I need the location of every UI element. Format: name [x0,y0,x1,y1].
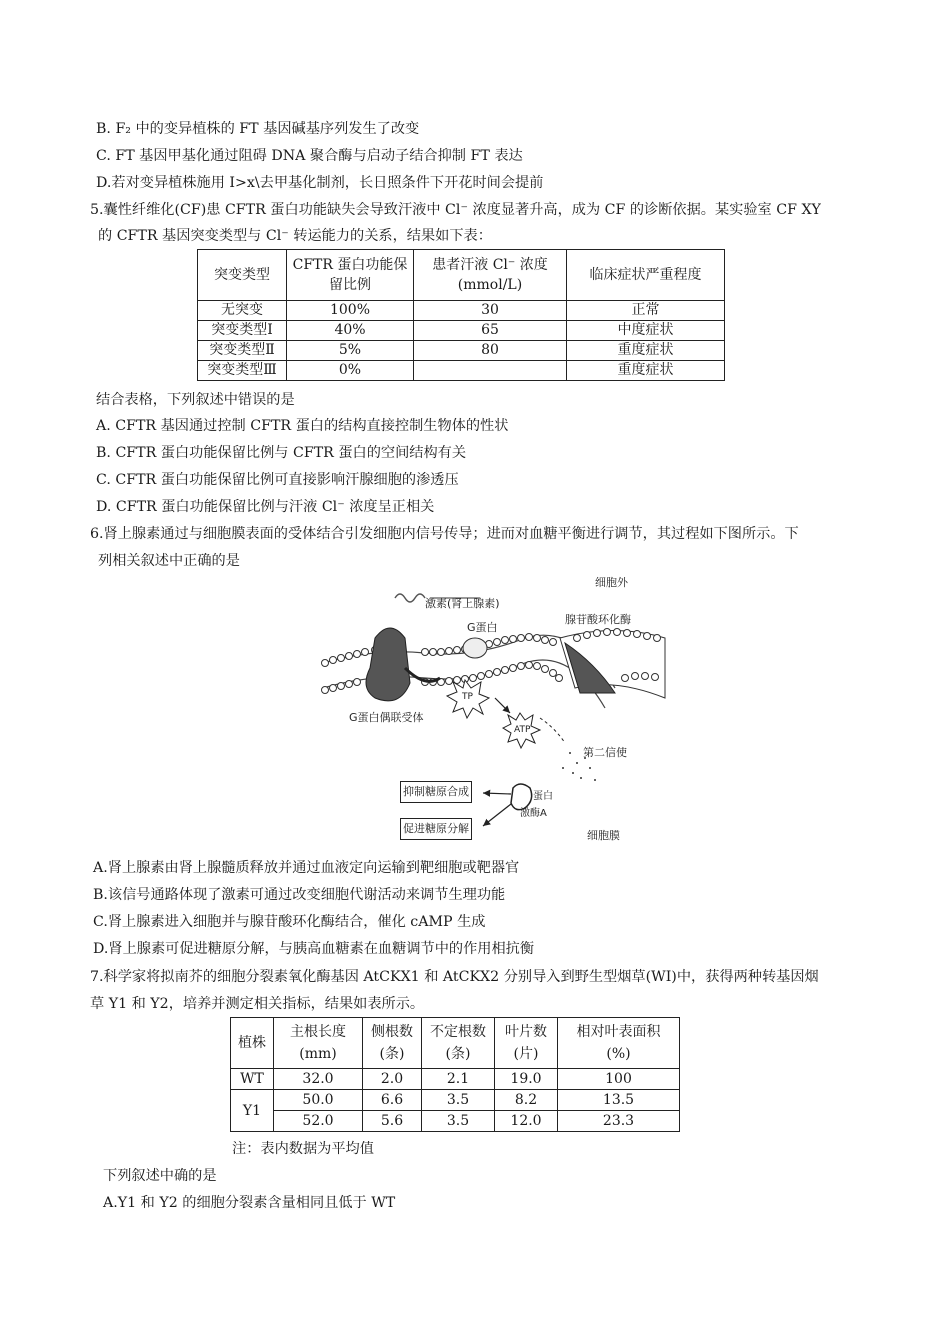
q7-th-root-length-name: 主根长度 [290,1024,346,1040]
q7-cell: 2.1 [422,1069,495,1090]
q5-stem-line2: 的 CFTR 基因突变类型与 Cl⁻ 转运能力的关系，结果如下表： [98,228,492,244]
q7-cell: 8.2 [495,1090,558,1111]
q5-table [197,249,725,381]
q5-cell: 突变类型Ⅰ [198,321,287,341]
q7-stem-line2: 草 Y1 和 Y2，培养并测定相关指标，结果如表所示。 [90,996,425,1012]
q7-table-note: 注：表内数据为平均值 [232,1141,374,1157]
signal-pathway-figure [315,568,675,848]
q7-th-leaves-name: 叶片数 [505,1024,547,1040]
q5-cell: 0% [287,361,414,381]
q7-cell: 5.6 [363,1111,422,1132]
q5-cell: 重度症状 [567,341,725,361]
q6-option-c: C.肾上腺素进入细胞并与腺苷酸环化酶结合，催化 cAMP 生成 [93,914,486,930]
table-row [231,1090,680,1111]
q6-option-b: B.该信号通路体现了激素可通过改变细胞代谢活动来调节生理功能 [93,887,506,903]
q7-prompt: 下列叙述中确的是 [103,1168,217,1184]
table-row [198,321,725,341]
q5-cell: 正常 [567,301,725,321]
q7-cell: 6.6 [363,1090,422,1111]
q7-cell: 12.0 [495,1111,558,1132]
table-row [198,301,725,321]
box-promote-glycogen-breakdown: 促进糖原分解 [400,818,472,840]
q7-cell: WT [231,1069,274,1090]
q5-th-severity: 临床症状严重程度 [567,250,725,301]
q7-table [230,1017,680,1132]
q5-cell: 30 [414,301,567,321]
label-tp: TP [462,692,473,702]
q5-cell: 突变类型Ⅲ [198,361,287,381]
q7-th-adventitious-roots-unit: (条) [445,1046,471,1062]
label-g-protein: G蛋白 [467,621,498,634]
q7-cell: 32.0 [274,1069,363,1090]
q7-th-lateral-roots-name: 侧根数 [371,1024,413,1040]
q5-option-a: A. CFTR 基因通过控制 CFTR 蛋白的结构直接控制生物体的性状 [96,418,509,434]
q7-th-leaf-area [558,1018,680,1069]
q5-cell: 5% [287,341,414,361]
q6-option-d: D.肾上腺素可促进糖原分解，与胰高血糖素在血糖调节中的作用相抗衡 [93,941,535,957]
q7-cell: 2.0 [363,1069,422,1090]
q7-cell: 52.0 [274,1111,363,1132]
q7-th-leaves-unit: (片) [513,1046,539,1062]
label-cyclase: 腺苷酸环化酶 [565,613,631,626]
q5-cell: 80 [414,341,567,361]
label-receptor: G蛋白偶联受体 [349,711,424,724]
box-inhibit-glycogen-synthesis: 抑制糖原合成 [400,781,472,803]
q7-cell: Y1 [231,1090,274,1132]
q7-cell: 23.3 [558,1111,680,1132]
q5-option-d: D. CFTR 蛋白功能保留比例与汗液 Cl⁻ 浓度呈正相关 [96,499,435,515]
q4-option-c: C. FT 基因甲基化通过阻碍 DNA 聚合酶与启动子结合抑制 FT 表达 [96,148,523,164]
q5-option-b: B. CFTR 蛋白功能保留比例与 CFTR 蛋白的空间结构有关 [96,445,467,461]
q7-cell: 3.5 [422,1090,495,1111]
label-kinase-line2: 激酶A [520,808,547,819]
q7-th-adventitious-roots-name: 不定根数 [430,1024,486,1040]
q7-th-lateral-roots [363,1018,422,1069]
q5-cell: 无突变 [198,301,287,321]
q5-cell [414,361,567,381]
q7-cell: 19.0 [495,1069,558,1090]
q7-cell: 50.0 [274,1090,363,1111]
q7-cell: 100 [558,1069,680,1090]
q5-th-conc: 患者汗液 Cl⁻ 浓度(mmol/L) [414,250,567,301]
q7-cell: 3.5 [422,1111,495,1132]
q7-th-root-length-unit: (mm) [299,1046,337,1062]
q6-stem-line1: 6.肾上腺素通过与细胞膜表面的受体结合引发细胞内信号传导；进而对血糖平衡进行调节，其过程如下图所示。下 [90,526,799,542]
q7-th-lateral-roots-unit: (条) [379,1046,405,1062]
q7-stem-line1: 7.科学家将拟南芥的细胞分裂素氧化酶基因 AtCKX1 和 AtCKX2 分别导入到野生型烟草(WI)中，获得两种转基因烟 [90,969,819,985]
q7-th-leaf-area-unit: (%) [606,1046,631,1062]
q5-cell: 40% [287,321,414,341]
label-hormone: 激素(肾上腺素) [425,597,500,610]
q7-cell: 13.5 [558,1090,680,1111]
label-atp: ATP [514,725,531,735]
label-second-messenger: 第二信使 [583,746,627,759]
q5-prompt: 结合表格，下列叙述中错误的是 [96,392,295,408]
q7-th-leaf-area-name: 相对叶表面积 [576,1024,661,1040]
q4-option-b: B. F₂ 中的变异植株的 FT 基因碱基序列发生了改变 [96,121,420,137]
label-outside-cell: 细胞外 [595,576,628,589]
label-membrane: 细胞膜 [587,829,620,842]
q5-th-ratio: CFTR 蛋白功能保留比例 [287,250,414,301]
q7-th-plant: 植株 [231,1018,274,1069]
table-row [198,341,725,361]
q5-cell: 中度症状 [567,321,725,341]
q5-cell: 100% [287,301,414,321]
q6-stem-line2: 列相关叙述中正确的是 [98,553,240,569]
q7-th-root-length [274,1018,363,1069]
table-row [231,1069,680,1090]
q7-option-a: A.Y1 和 Y2 的细胞分裂素含量相同且低于 WT [103,1195,396,1211]
table-row [231,1111,680,1132]
q7-th-adventitious-roots [422,1018,495,1069]
q5-cell: 重度症状 [567,361,725,381]
q5-th-type: 突变类型 [198,250,287,301]
q4-option-d: D.若对变异植株施用 I>x\去甲基化制剂，长日照条件下开花时间会提前 [96,175,544,191]
q5-option-c: C. CFTR 蛋白功能保留比例可直接影响汗腺细胞的渗透压 [96,472,459,488]
q5-cell: 突变类型Ⅱ [198,341,287,361]
q7-th-leaves [495,1018,558,1069]
table-row [198,361,725,381]
q5-stem-line1: 5.囊性纤维化(CF)患 CFTR 蛋白功能缺失会导致汗液中 Cl⁻ 浓度显著升高，成为 CF 的诊断依据。某实验室 CF XY [90,202,821,218]
q6-option-a: A.肾上腺素由肾上腺髓质释放并通过血液定向运输到靶细胞或靶器官 [93,860,520,876]
q5-cell: 65 [414,321,567,341]
label-kinase-line1: 蛋白 [533,791,553,802]
